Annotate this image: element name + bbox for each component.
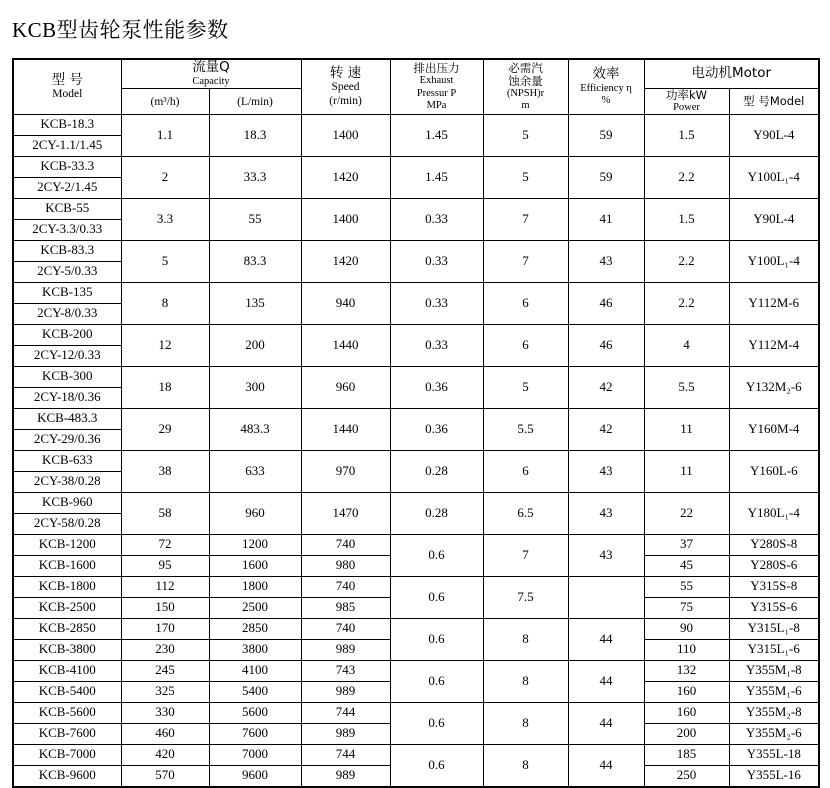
cell-power: 2.2 xyxy=(644,282,729,324)
cell-speed: 980 xyxy=(301,555,390,576)
cell-motor-model: Y355M₂-8 xyxy=(729,702,819,723)
cell-power: 160 xyxy=(644,681,729,702)
cell-motor-model: Y160M-4 xyxy=(729,408,819,450)
cell-power: 5.5 xyxy=(644,366,729,408)
cell-motor-model: Y315S-8 xyxy=(729,576,819,597)
cell-model-primary: KCB-4100 xyxy=(13,660,121,681)
cell-model-primary: KCB-200 xyxy=(13,324,121,345)
cell-efficiency: 59 xyxy=(568,114,644,156)
header-npsh-cn-1: 必需汽 xyxy=(508,60,543,75)
header-power xyxy=(644,88,729,114)
table-row xyxy=(13,702,819,723)
cell-motor-model: Y355M₂-6 xyxy=(729,723,819,744)
cell-efficiency: 43 xyxy=(568,534,644,576)
header-capacity xyxy=(121,59,301,88)
cell-capacity-m3h: 1.1 xyxy=(121,114,209,156)
cell-model-primary: KCB-5600 xyxy=(13,702,121,723)
cell-model-primary: KCB-18.3 xyxy=(13,114,121,135)
cell-speed: 940 xyxy=(301,282,390,324)
cell-npsh: 6 xyxy=(483,324,568,366)
header-pressure xyxy=(390,59,483,114)
cell-speed: 989 xyxy=(301,723,390,744)
table-row xyxy=(13,282,819,303)
cell-speed: 740 xyxy=(301,576,390,597)
cell-pressure: 0.36 xyxy=(390,408,483,450)
cell-pressure: 0.6 xyxy=(390,576,483,618)
cell-efficiency: 46 xyxy=(568,282,644,324)
cell-efficiency: 44 xyxy=(568,702,644,744)
cell-model-primary: KCB-55 xyxy=(13,198,121,219)
header-model-cn: 型 号 xyxy=(51,71,83,88)
cell-speed: 743 xyxy=(301,660,390,681)
table-row xyxy=(13,198,819,219)
cell-speed: 1470 xyxy=(301,492,390,534)
cell-capacity-m3h: 245 xyxy=(121,660,209,681)
cell-efficiency: 43 xyxy=(568,450,644,492)
cell-motor-model: Y355L-18 xyxy=(729,744,819,765)
cell-power: 160 xyxy=(644,702,729,723)
header-pressure-en-1: Exhaust xyxy=(419,75,454,87)
cell-pressure: 0.6 xyxy=(390,534,483,576)
cell-power: 2.2 xyxy=(644,240,729,282)
header-unit-lmin-text: (L/min) xyxy=(237,95,273,108)
header-model-en: Model xyxy=(52,88,83,101)
cell-motor-model: Y315L₁-6 xyxy=(729,639,819,660)
cell-capacity-lmin: 2500 xyxy=(209,597,301,618)
cell-capacity-lmin: 960 xyxy=(209,492,301,534)
cell-capacity-lmin: 83.3 xyxy=(209,240,301,282)
cell-capacity-m3h: 3.3 xyxy=(121,198,209,240)
table-row xyxy=(13,366,819,387)
cell-capacity-m3h: 570 xyxy=(121,765,209,787)
cell-speed: 1400 xyxy=(301,198,390,240)
cell-capacity-m3h: 5 xyxy=(121,240,209,282)
table-row xyxy=(13,450,819,471)
header-capacity-unit-lmin xyxy=(209,88,301,114)
cell-model-primary: KCB-633 xyxy=(13,450,121,471)
cell-pressure: 0.33 xyxy=(390,324,483,366)
cell-pressure: 1.45 xyxy=(390,156,483,198)
cell-npsh: 7 xyxy=(483,240,568,282)
cell-capacity-m3h: 18 xyxy=(121,366,209,408)
cell-capacity-m3h: 230 xyxy=(121,639,209,660)
cell-capacity-lmin: 7000 xyxy=(209,744,301,765)
cell-efficiency: 59 xyxy=(568,156,644,198)
cell-motor-model: Y355L-16 xyxy=(729,765,819,787)
cell-power: 37 xyxy=(644,534,729,555)
cell-capacity-m3h: 72 xyxy=(121,534,209,555)
cell-speed: 1440 xyxy=(301,408,390,450)
table-row xyxy=(13,492,819,513)
cell-npsh: 6.5 xyxy=(483,492,568,534)
cell-speed: 970 xyxy=(301,450,390,492)
table-row xyxy=(13,618,819,639)
cell-model-secondary: 2CY-18/0.36 xyxy=(13,387,121,408)
cell-power: 185 xyxy=(644,744,729,765)
cell-model-secondary: 2CY-38/0.28 xyxy=(13,471,121,492)
cell-capacity-m3h: 95 xyxy=(121,555,209,576)
header-speed xyxy=(301,59,390,114)
cell-npsh: 7.5 xyxy=(483,576,568,618)
cell-pressure: 0.6 xyxy=(390,744,483,787)
header-pressure-en-2: Pressur P xyxy=(416,87,457,99)
cell-model-primary: KCB-2850 xyxy=(13,618,121,639)
cell-motor-model: Y355M₁-6 xyxy=(729,681,819,702)
cell-speed: 740 xyxy=(301,534,390,555)
cell-model-secondary: KCB-9600 xyxy=(13,765,121,787)
cell-model-secondary: KCB-5400 xyxy=(13,681,121,702)
cell-model-secondary: KCB-3800 xyxy=(13,639,121,660)
cell-power: 110 xyxy=(644,639,729,660)
cell-efficiency: 43 xyxy=(568,240,644,282)
cell-motor-model: Y112M-6 xyxy=(729,282,819,324)
cell-speed: 989 xyxy=(301,681,390,702)
cell-capacity-m3h: 12 xyxy=(121,324,209,366)
cell-capacity-lmin: 5400 xyxy=(209,681,301,702)
table-row xyxy=(13,324,819,345)
header-motor-model xyxy=(729,88,819,114)
cell-pressure: 0.28 xyxy=(390,450,483,492)
cell-motor-model: Y160L-6 xyxy=(729,450,819,492)
cell-capacity-lmin: 7600 xyxy=(209,723,301,744)
cell-capacity-lmin: 135 xyxy=(209,282,301,324)
cell-pressure: 1.45 xyxy=(390,114,483,156)
cell-capacity-lmin: 1200 xyxy=(209,534,301,555)
cell-motor-model: Y90L-4 xyxy=(729,114,819,156)
cell-model-primary: KCB-135 xyxy=(13,282,121,303)
header-pressure-cn: 排出压力 xyxy=(413,61,460,76)
cell-npsh: 5 xyxy=(483,156,568,198)
cell-capacity-lmin: 55 xyxy=(209,198,301,240)
cell-motor-model: Y180L₁-4 xyxy=(729,492,819,534)
cell-power: 250 xyxy=(644,765,729,787)
cell-efficiency: 42 xyxy=(568,366,644,408)
cell-power: 200 xyxy=(644,723,729,744)
cell-npsh: 5 xyxy=(483,366,568,408)
cell-motor-model: Y355M₁-8 xyxy=(729,660,819,681)
cell-model-primary: KCB-83.3 xyxy=(13,240,121,261)
cell-model-primary: KCB-300 xyxy=(13,366,121,387)
cell-speed: 989 xyxy=(301,765,390,787)
cell-pressure: 0.6 xyxy=(390,618,483,660)
cell-capacity-lmin: 1800 xyxy=(209,576,301,597)
table-row xyxy=(13,156,819,177)
cell-npsh: 8 xyxy=(483,702,568,744)
cell-capacity-lmin: 633 xyxy=(209,450,301,492)
cell-model-secondary: KCB-7600 xyxy=(13,723,121,744)
page-title: KCB型齿轮泵性能参数 xyxy=(12,18,229,42)
header-power-cn: 功率kW xyxy=(666,87,708,102)
cell-efficiency xyxy=(568,576,644,618)
cell-npsh: 7 xyxy=(483,534,568,576)
header-motor-model-text: 型 号Model xyxy=(743,93,805,108)
table-row xyxy=(13,660,819,681)
header-speed-unit: (r/min) xyxy=(329,94,362,107)
cell-capacity-lmin: 33.3 xyxy=(209,156,301,198)
cell-model-secondary: 2CY-8/0.33 xyxy=(13,303,121,324)
table-row xyxy=(13,744,819,765)
cell-model-secondary: 2CY-2/1.45 xyxy=(13,177,121,198)
cell-model-secondary: 2CY-58/0.28 xyxy=(13,513,121,534)
cell-motor-model: Y112M-4 xyxy=(729,324,819,366)
cell-capacity-m3h: 150 xyxy=(121,597,209,618)
cell-motor-model: Y315S-6 xyxy=(729,597,819,618)
header-efficiency xyxy=(568,59,644,114)
cell-capacity-m3h: 460 xyxy=(121,723,209,744)
cell-capacity-m3h: 330 xyxy=(121,702,209,723)
cell-capacity-lmin: 1600 xyxy=(209,555,301,576)
cell-speed: 744 xyxy=(301,744,390,765)
cell-pressure: 0.33 xyxy=(390,198,483,240)
cell-power: 1.5 xyxy=(644,114,729,156)
table-row xyxy=(13,576,819,597)
cell-motor-model: Y100L₁-4 xyxy=(729,240,819,282)
cell-pressure: 0.36 xyxy=(390,366,483,408)
cell-efficiency: 44 xyxy=(568,660,644,702)
cell-npsh: 5.5 xyxy=(483,408,568,450)
cell-pressure: 0.6 xyxy=(390,660,483,702)
cell-pressure: 0.33 xyxy=(390,240,483,282)
cell-npsh: 7 xyxy=(483,198,568,240)
cell-power: 11 xyxy=(644,408,729,450)
cell-speed: 1420 xyxy=(301,240,390,282)
table-row xyxy=(13,114,819,135)
cell-capacity-m3h: 2 xyxy=(121,156,209,198)
cell-model-secondary: 2CY-3.3/0.33 xyxy=(13,219,121,240)
cell-efficiency: 44 xyxy=(568,744,644,787)
cell-motor-model: Y100L₁-4 xyxy=(729,156,819,198)
cell-npsh: 5 xyxy=(483,114,568,156)
cell-pressure: 0.33 xyxy=(390,282,483,324)
cell-efficiency: 42 xyxy=(568,408,644,450)
header-npsh xyxy=(483,59,568,114)
header-unit-m3h-text: (m³/h) xyxy=(150,95,180,108)
cell-model-primary: KCB-1200 xyxy=(13,534,121,555)
cell-npsh: 6 xyxy=(483,282,568,324)
cell-model-primary: KCB-7000 xyxy=(13,744,121,765)
cell-speed: 989 xyxy=(301,639,390,660)
table-row xyxy=(13,240,819,261)
cell-model-secondary: 2CY-5/0.33 xyxy=(13,261,121,282)
cell-motor-model: Y280S-8 xyxy=(729,534,819,555)
cell-power: 4 xyxy=(644,324,729,366)
header-motor-cn: 电动机Motor xyxy=(691,65,772,82)
cell-npsh: 8 xyxy=(483,744,568,787)
cell-motor-model: Y315L₁-8 xyxy=(729,618,819,639)
cell-model-primary: KCB-1800 xyxy=(13,576,121,597)
cell-npsh: 8 xyxy=(483,660,568,702)
cell-capacity-m3h: 325 xyxy=(121,681,209,702)
cell-motor-model: Y90L-4 xyxy=(729,198,819,240)
header-capacity-en: Capacity xyxy=(192,75,230,87)
cell-efficiency: 43 xyxy=(568,492,644,534)
cell-capacity-m3h: 38 xyxy=(121,450,209,492)
cell-efficiency: 44 xyxy=(568,618,644,660)
cell-speed: 1400 xyxy=(301,114,390,156)
cell-capacity-lmin: 2850 xyxy=(209,618,301,639)
cell-capacity-m3h: 112 xyxy=(121,576,209,597)
cell-power: 132 xyxy=(644,660,729,681)
cell-capacity-lmin: 200 xyxy=(209,324,301,366)
cell-model-secondary: 2CY-1.1/1.45 xyxy=(13,135,121,156)
header-speed-en: Speed xyxy=(331,81,360,94)
cell-npsh: 6 xyxy=(483,450,568,492)
table-row xyxy=(13,534,819,555)
cell-capacity-m3h: 29 xyxy=(121,408,209,450)
header-eff-unit: % xyxy=(601,94,611,106)
cell-power: 1.5 xyxy=(644,198,729,240)
specification-table xyxy=(12,58,820,788)
cell-capacity-m3h: 58 xyxy=(121,492,209,534)
cell-power: 11 xyxy=(644,450,729,492)
cell-npsh: 8 xyxy=(483,618,568,660)
cell-efficiency: 41 xyxy=(568,198,644,240)
header-power-en: Power xyxy=(673,101,700,113)
cell-power: 75 xyxy=(644,597,729,618)
header-npsh-cn-2: 蚀余量 xyxy=(508,73,543,88)
table-row xyxy=(13,408,819,429)
cell-speed: 985 xyxy=(301,597,390,618)
cell-capacity-m3h: 8 xyxy=(121,282,209,324)
cell-capacity-m3h: 420 xyxy=(121,744,209,765)
cell-capacity-lmin: 18.3 xyxy=(209,114,301,156)
cell-capacity-lmin: 9600 xyxy=(209,765,301,787)
cell-efficiency: 46 xyxy=(568,324,644,366)
header-speed-cn: 转 速 xyxy=(329,64,362,81)
cell-model-secondary: KCB-1600 xyxy=(13,555,121,576)
header-model xyxy=(13,59,121,114)
cell-capacity-lmin: 3800 xyxy=(209,639,301,660)
cell-model-primary: KCB-33.3 xyxy=(13,156,121,177)
header-npsh-en: (NPSH)r xyxy=(506,88,545,100)
cell-motor-model: Y280S-6 xyxy=(729,555,819,576)
cell-speed: 744 xyxy=(301,702,390,723)
header-capacity-unit-m3h xyxy=(121,88,209,114)
cell-model-primary: KCB-483.3 xyxy=(13,408,121,429)
cell-speed: 960 xyxy=(301,366,390,408)
cell-model-secondary: 2CY-29/0.36 xyxy=(13,429,121,450)
cell-speed: 1420 xyxy=(301,156,390,198)
cell-capacity-lmin: 4100 xyxy=(209,660,301,681)
header-motor xyxy=(644,59,819,88)
header-eff-cn: 效率 xyxy=(592,66,620,83)
cell-capacity-lmin: 300 xyxy=(209,366,301,408)
cell-model-primary: KCB-960 xyxy=(13,492,121,513)
cell-power: 55 xyxy=(644,576,729,597)
cell-model-secondary: KCB-2500 xyxy=(13,597,121,618)
cell-motor-model: Y132M₂-6 xyxy=(729,366,819,408)
header-pressure-unit: MPa xyxy=(426,99,447,111)
cell-power: 2.2 xyxy=(644,156,729,198)
table-header-row-1 xyxy=(13,59,819,88)
cell-speed: 1440 xyxy=(301,324,390,366)
header-capacity-cn: 流量Q xyxy=(192,59,230,75)
cell-pressure: 0.6 xyxy=(390,702,483,744)
cell-capacity-lmin: 483.3 xyxy=(209,408,301,450)
cell-power: 90 xyxy=(644,618,729,639)
cell-pressure: 0.28 xyxy=(390,492,483,534)
cell-speed: 740 xyxy=(301,618,390,639)
cell-model-secondary: 2CY-12/0.33 xyxy=(13,345,121,366)
header-npsh-unit: m xyxy=(521,100,530,112)
header-eff-en: Efficiency η xyxy=(580,82,632,94)
cell-capacity-m3h: 170 xyxy=(121,618,209,639)
cell-power: 45 xyxy=(644,555,729,576)
cell-capacity-lmin: 5600 xyxy=(209,702,301,723)
cell-power: 22 xyxy=(644,492,729,534)
